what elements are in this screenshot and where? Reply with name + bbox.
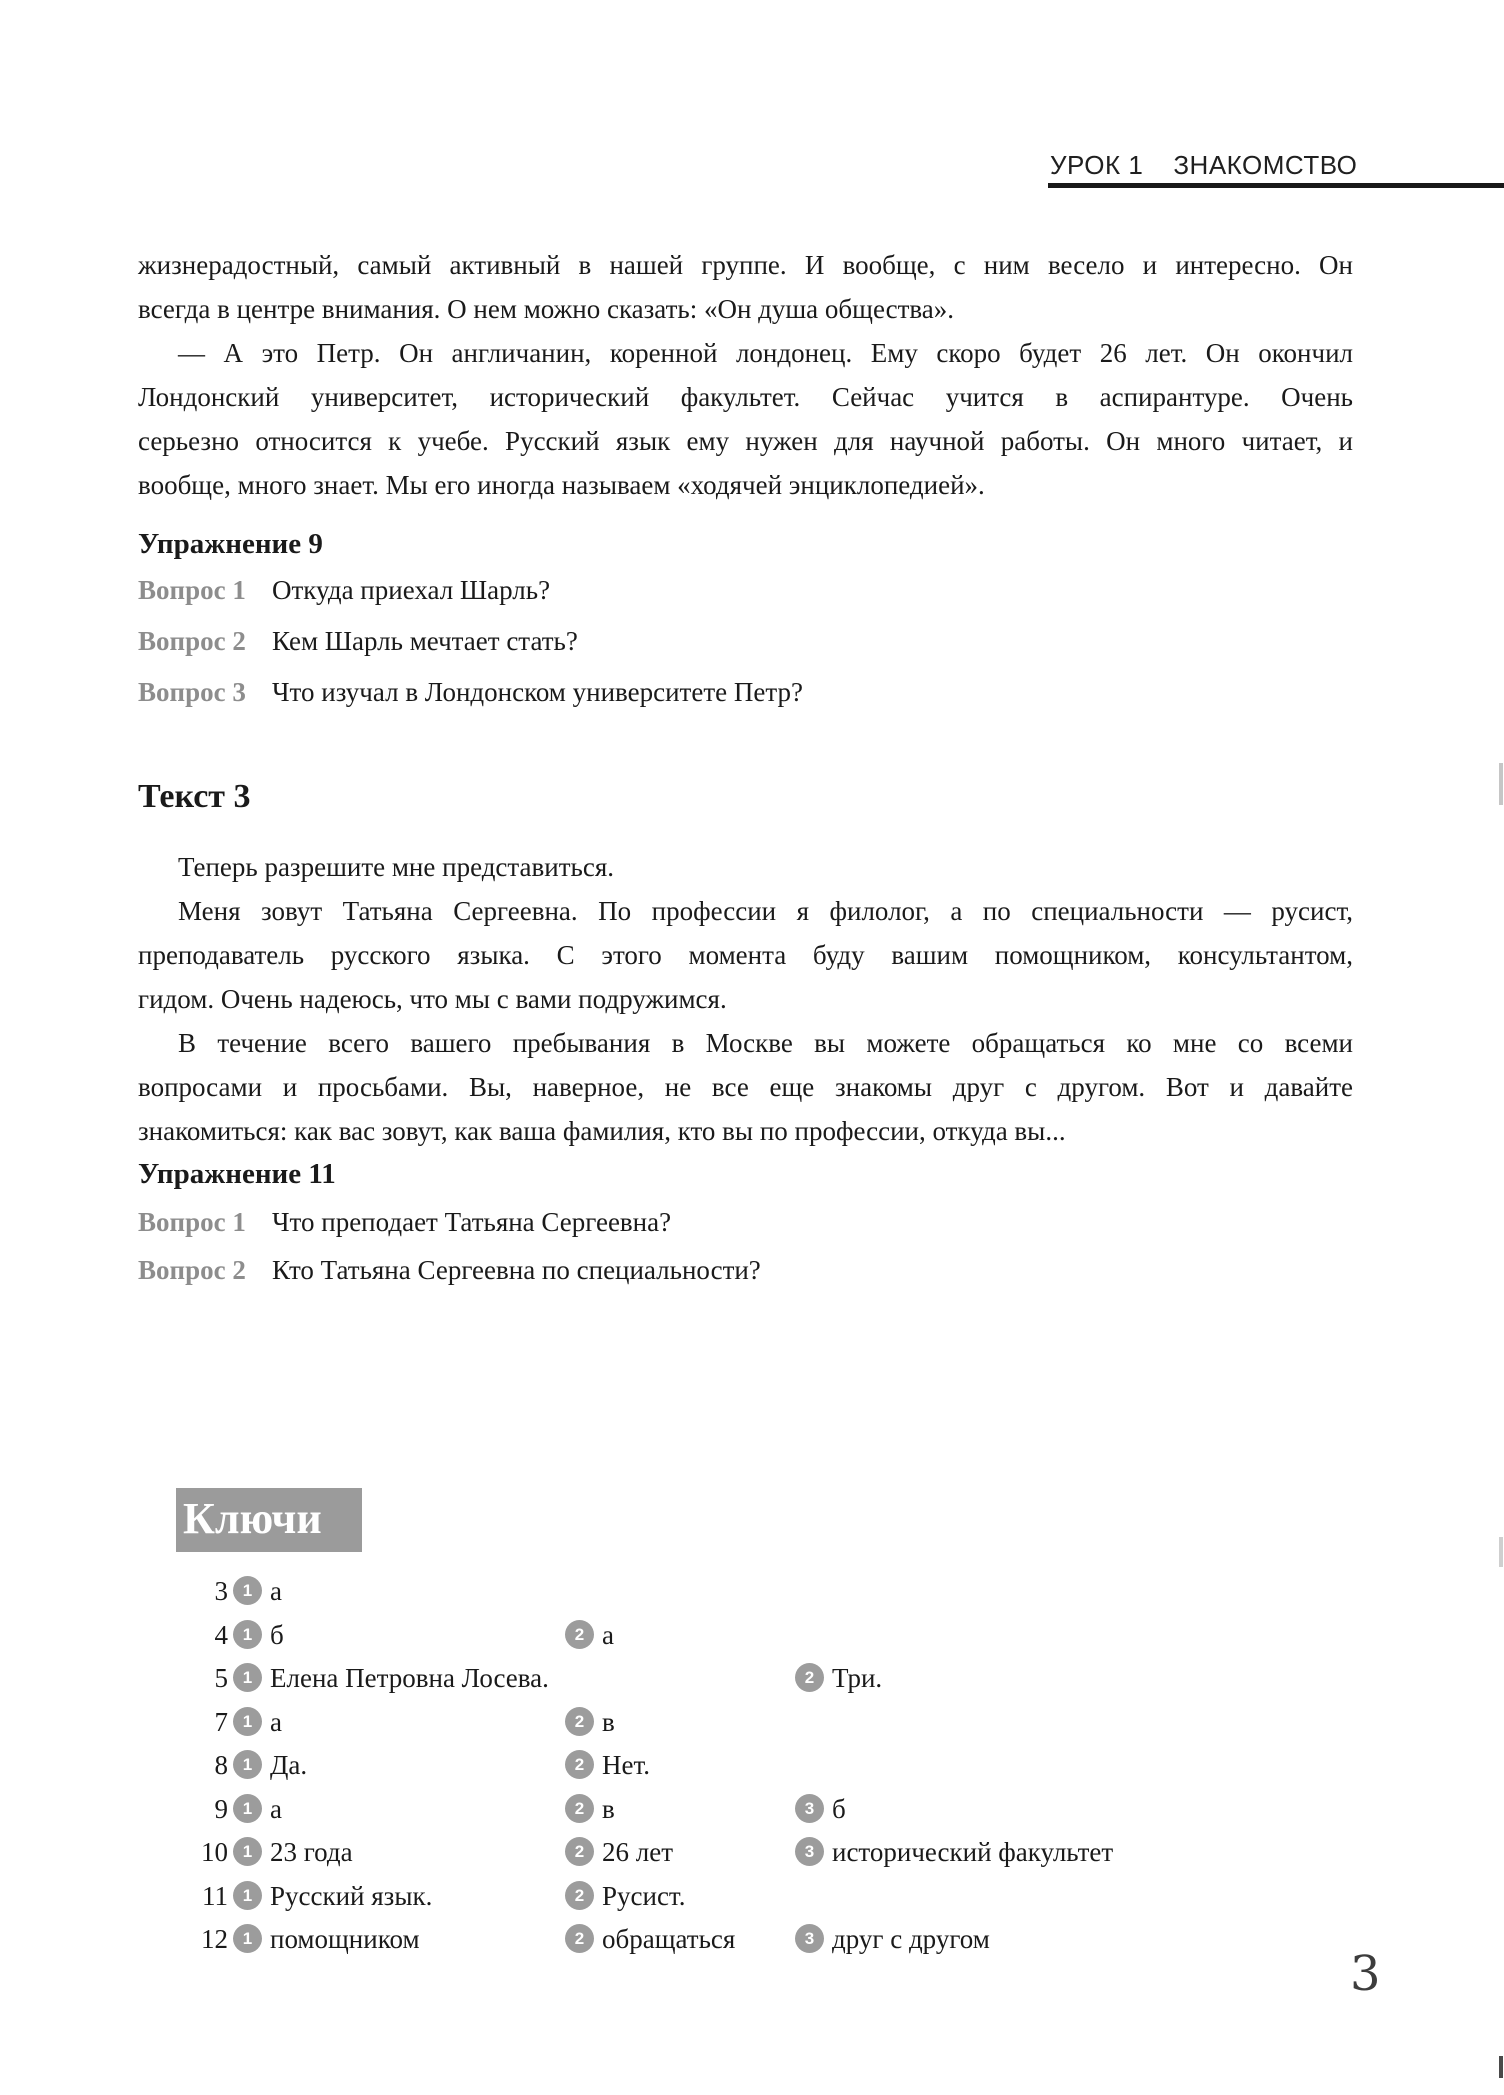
body-line: Теперь разрешите мне представиться. (178, 852, 614, 882)
key-answer: Елена Петровна Лосева. (270, 1663, 549, 1693)
answer-number-badge: 2 (565, 1707, 594, 1736)
key-row-number: 4 (214, 1620, 228, 1650)
question-text: Откуда приехал Шарль? (272, 575, 551, 605)
answer-number-badge: 2 (565, 1924, 594, 1953)
exercise-11-title: Упражнение 11 (138, 1158, 336, 1190)
key-answer: Русист. (602, 1881, 686, 1911)
scan-edge-mark (1499, 2056, 1503, 2078)
question-label: Вопрос 1 (138, 575, 246, 605)
key-answer: а (270, 1576, 282, 1606)
question-text: Кем Шарль мечтает стать? (272, 626, 578, 656)
key-answer: а (270, 1794, 282, 1824)
key-answer: 26 лет (602, 1837, 674, 1867)
answer-number-badge: 2 (565, 1794, 594, 1823)
question-label: Вопрос 2 (138, 1255, 246, 1285)
body-line: Меня зовут Татьяна Сергеевна. По профессии я филолог, а по специальности — русист, (178, 896, 1353, 926)
answer-number-badge: 1 (233, 1837, 262, 1866)
key-answer: обращаться (602, 1924, 736, 1954)
key-answer: б (832, 1794, 846, 1824)
body-line: преподаватель русского языка. С этого момента буду вашим помощником, консультантом, (138, 940, 1353, 970)
key-answer: 23 года (270, 1837, 353, 1867)
body-line: Лондонский университет, исторический факультет. Сейчас учится в аспирантуре. Очень (138, 382, 1353, 412)
header-rule (1048, 183, 1504, 188)
question-label: Вопрос 2 (138, 626, 246, 656)
answer-number-badge: 3 (795, 1794, 824, 1823)
answer-number-badge: 1 (233, 1663, 262, 1692)
scan-edge-mark (1499, 1537, 1503, 1567)
question-text: Что преподает Татьяна Сергеевна? (272, 1207, 672, 1237)
answer-number-badge: 2 (565, 1837, 594, 1866)
body-line: гидом. Очень надеюсь, что мы с вами подружимся. (138, 984, 727, 1014)
body-line: вопросами и просьбами. Вы, наверное, не все еще знакомы друг с другом. Вот и давайте (138, 1072, 1353, 1102)
answer-number-badge: 3 (795, 1924, 824, 1953)
key-answer: исторический факультет (832, 1837, 1114, 1867)
key-answer: помощником (270, 1924, 420, 1954)
key-row-number: 10 (201, 1837, 228, 1867)
body-line: вообще, много знает. Мы его иногда называем «ходячей энциклопедией». (138, 470, 985, 500)
key-answer: Русский язык. (270, 1881, 433, 1911)
question-text: Что изучал в Лондонском университете Петр? (272, 677, 803, 707)
key-answer: в (602, 1707, 615, 1737)
answer-number-badge: 1 (233, 1620, 262, 1649)
key-row-number: 12 (201, 1924, 228, 1954)
question-label: Вопрос 3 (138, 677, 246, 707)
key-row-number: 5 (214, 1663, 228, 1693)
key-row-number: 9 (214, 1794, 228, 1824)
body-line: знакомиться: как вас зовут, как ваша фамилия, кто вы по профессии, откуда вы... (138, 1116, 1066, 1146)
scan-edge-mark (1499, 763, 1503, 805)
answer-number-badge: 1 (233, 1924, 262, 1953)
body-line: — А это Петр. Он англичанин, коренной лондонец. Ему скоро будет 26 лет. Он окончил (178, 338, 1353, 368)
keys-section-title: Ключи (176, 1488, 362, 1552)
key-answer: Нет. (602, 1750, 651, 1780)
key-answer: Три. (832, 1663, 883, 1693)
text-3-title: Текст 3 (138, 778, 251, 815)
body-line: жизнерадостный, самый активный в нашей группе. И вообще, с ним весело и интересно. Он (138, 250, 1353, 280)
key-answer: Да. (270, 1750, 308, 1780)
answer-number-badge: 2 (565, 1881, 594, 1910)
key-answer: б (270, 1620, 284, 1650)
answer-number-badge: 1 (233, 1707, 262, 1736)
key-answer: а (602, 1620, 614, 1650)
answer-number-badge: 1 (233, 1794, 262, 1823)
exercise-9-title: Упражнение 9 (138, 528, 323, 560)
answer-number-badge: 3 (795, 1837, 824, 1866)
answer-number-badge: 2 (565, 1750, 594, 1779)
lesson-number-label: УРОК 1 (1050, 150, 1144, 180)
answer-number-badge: 2 (565, 1620, 594, 1649)
key-answer: в (602, 1794, 615, 1824)
key-row-number: 7 (214, 1707, 228, 1737)
question-text: Кто Татьяна Сергеевна по специальности? (272, 1255, 761, 1285)
key-answer: а (270, 1707, 282, 1737)
key-row-number: 3 (214, 1576, 228, 1606)
key-row-number: 8 (214, 1750, 228, 1780)
answer-number-badge: 1 (233, 1750, 262, 1779)
key-answer: друг с другом (832, 1924, 990, 1954)
answer-number-badge: 2 (795, 1663, 824, 1692)
key-row-number: 11 (202, 1881, 228, 1911)
question-label: Вопрос 1 (138, 1207, 246, 1237)
answer-number-badge: 1 (233, 1881, 262, 1910)
running-head (1050, 150, 1357, 181)
page-number: 3 (1350, 1946, 1381, 2002)
answer-number-badge: 1 (233, 1576, 262, 1605)
body-line: В течение всего вашего пребывания в Москве вы можете обращаться ко мне со всеми (178, 1028, 1353, 1058)
body-line: всегда в центре внимания. О нем можно сказать: «Он душа общества». (138, 294, 955, 324)
lesson-title-label: ЗНАКОМСТВО (1173, 150, 1358, 180)
body-line: серьезно относится к учебе. Русский язык ему нужен для научной работы. Он много читает, и (138, 426, 1353, 456)
